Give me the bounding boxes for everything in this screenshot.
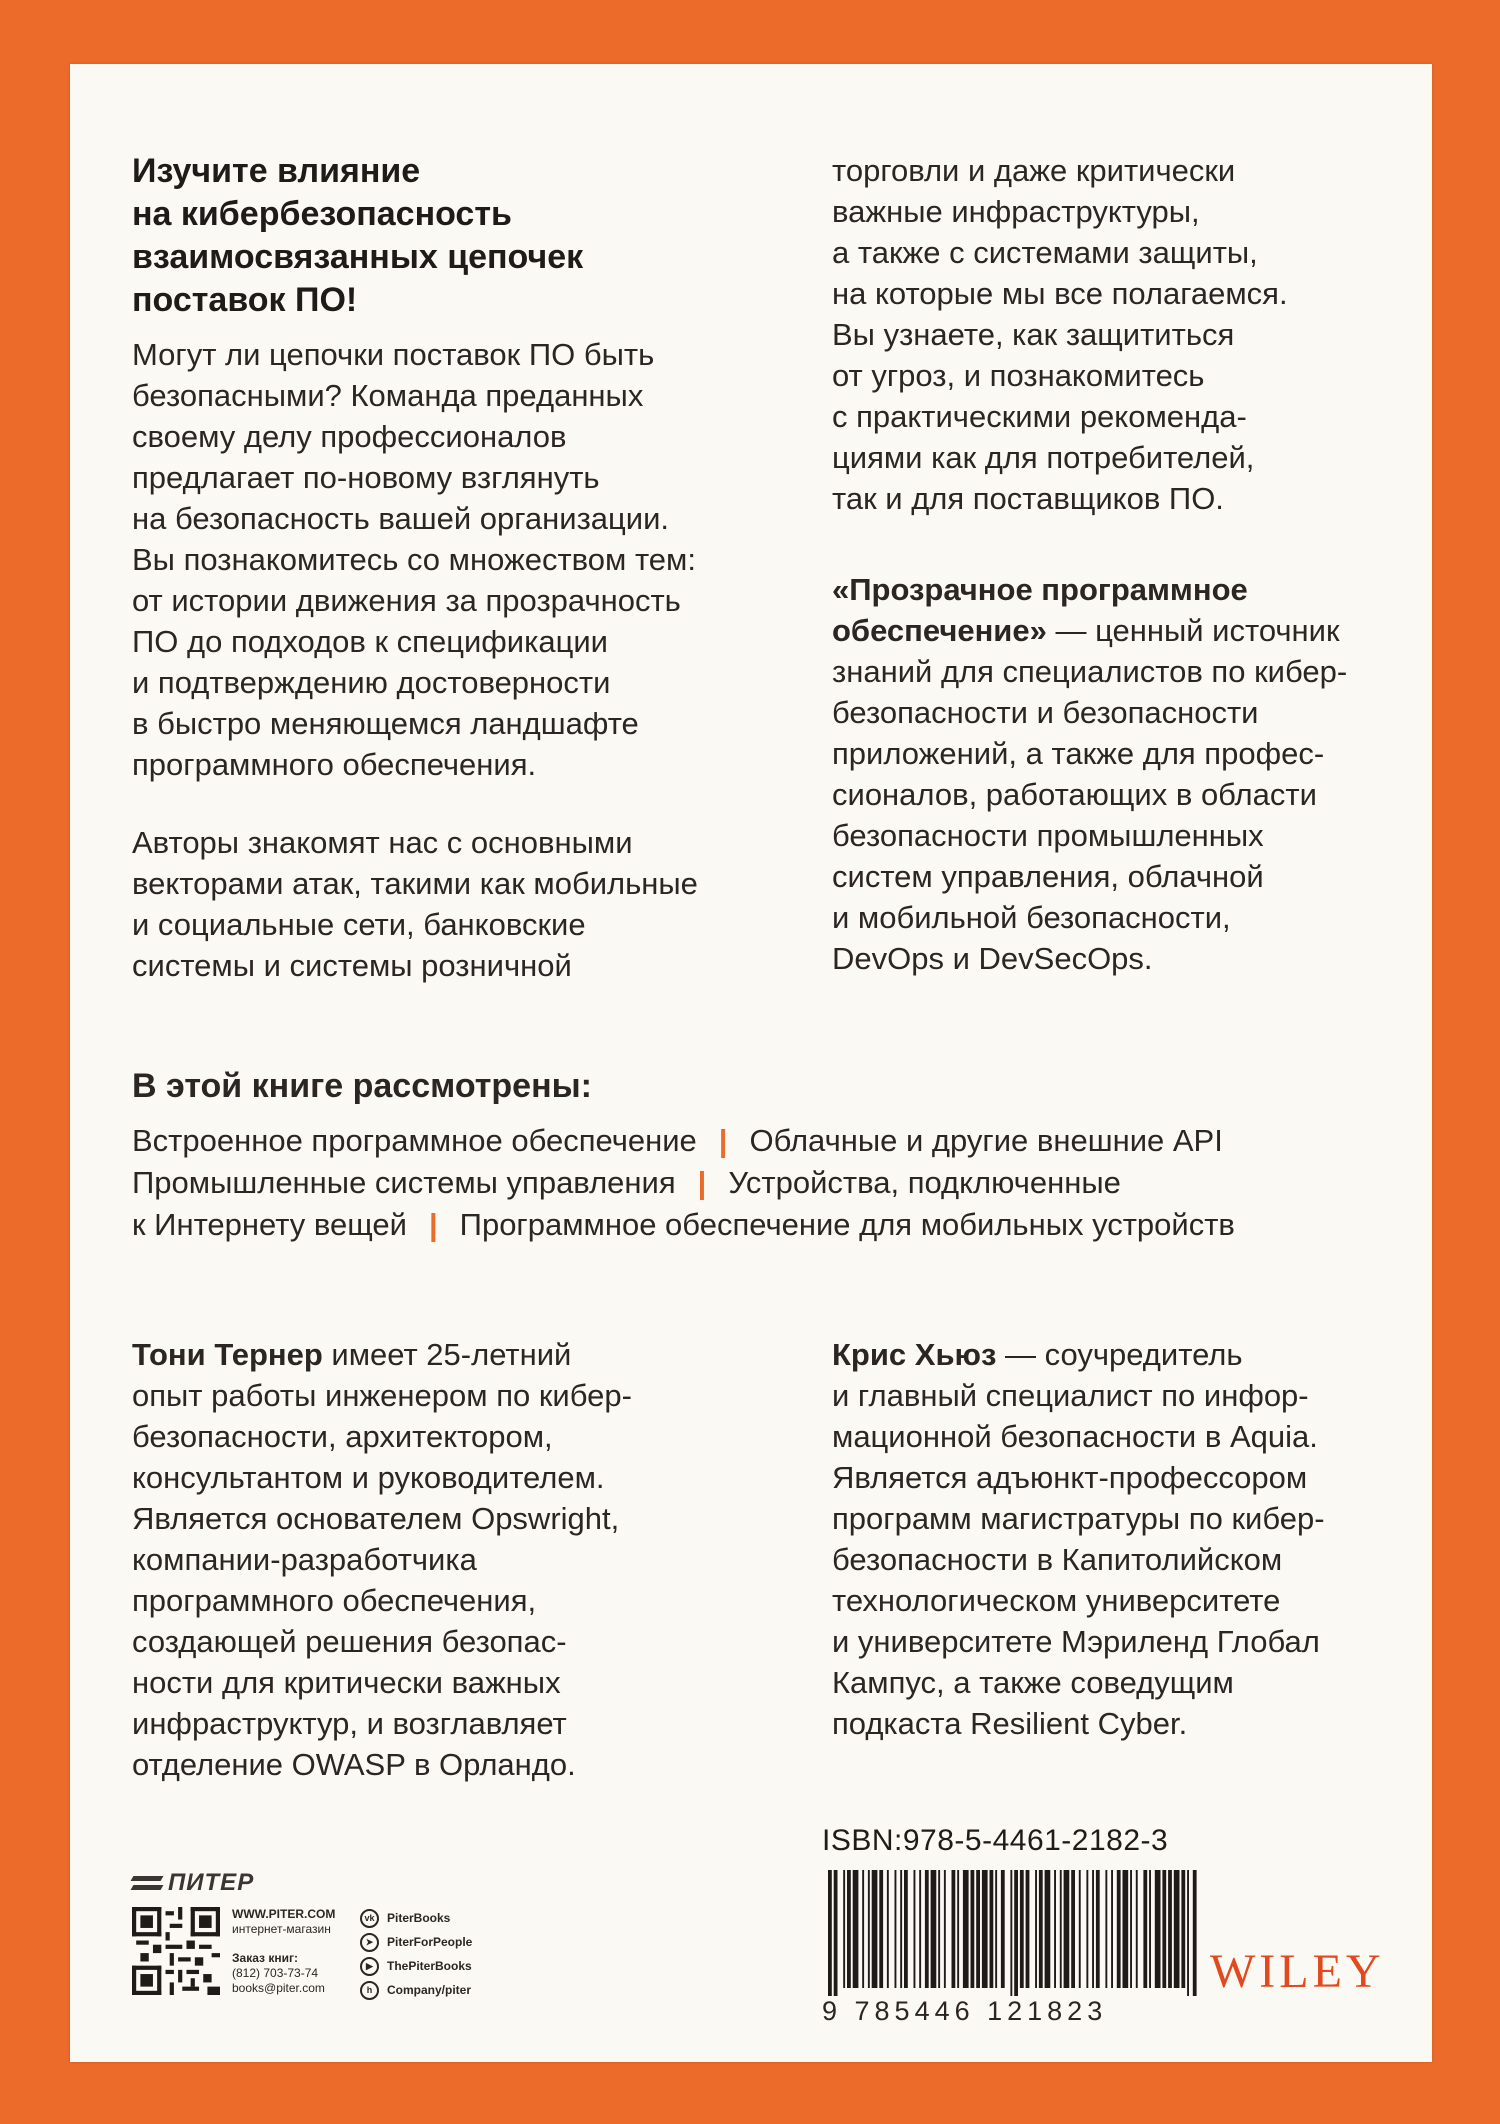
- text-line: программ магистратуры по кибер-: [832, 1501, 1325, 1536]
- barcode-bar: [976, 1870, 980, 1988]
- barcode-bar: [952, 1870, 956, 1988]
- description-paragraph-2: [132, 822, 772, 986]
- order-email[interactable]: books@piter.com: [232, 1981, 325, 1995]
- barcode-bar: [944, 1870, 946, 1988]
- telegram-icon: ➤: [360, 1933, 379, 1952]
- author-name: Тони Тернер: [132, 1337, 323, 1372]
- text-line: циями как для потребителей,: [832, 440, 1255, 475]
- text-line: системы и системы розничной: [132, 948, 572, 983]
- text-line: технологическом университете: [832, 1583, 1281, 1618]
- barcode-bar: [1020, 1870, 1024, 1988]
- social-links: [360, 1906, 472, 2002]
- piter-logo-icon: [132, 1873, 162, 1893]
- social-label: ThePiterBooks: [387, 1959, 472, 1973]
- text-line: и университете Мэриленд Глобал: [832, 1624, 1320, 1659]
- social-label: PiterForPeople: [387, 1935, 473, 1949]
- text-line: инфраструктур, и возглавляет: [132, 1706, 567, 1741]
- social-label: PiterBooks: [387, 1911, 451, 1925]
- topic-separator: |: [697, 1165, 707, 1200]
- text-line: безопасности и безопасности: [832, 695, 1259, 730]
- text-line: ности для критически важных: [132, 1665, 561, 1700]
- headline-line: взаимосвязанных цепочек: [132, 238, 584, 276]
- topic-item: Облачные и другие внешние API: [749, 1123, 1223, 1158]
- topics-line: [132, 1162, 1392, 1204]
- barcode-bar: [995, 1870, 997, 1988]
- barcode-bar: [834, 1870, 838, 1996]
- text-line: безопасности промышленных: [832, 818, 1264, 853]
- shop-caption: интернет-магазин: [232, 1922, 331, 1936]
- author-name: Крис Хьюз: [832, 1337, 997, 1372]
- text-line: [832, 610, 1412, 651]
- headline-line: на кибербезопасность: [132, 195, 512, 233]
- topic-item: к Интернету вещей: [132, 1207, 407, 1242]
- barcode-bar: [1162, 1870, 1166, 1988]
- barcode-bar: [853, 1870, 859, 1988]
- barcode-bar: [1086, 1870, 1088, 1988]
- publisher-logo: [132, 1869, 254, 1897]
- headline-line: поставок ПО!: [132, 281, 358, 319]
- text-line: Является основателем Opswright,: [132, 1501, 620, 1536]
- text-line: Вы узнаете, как защититься: [832, 317, 1235, 352]
- barcode-bar: [1174, 1870, 1180, 1988]
- text-line: важные инфраструктуры,: [832, 194, 1200, 229]
- text-line: с практическими рекоменда-: [832, 399, 1247, 434]
- barcode-bar: [1181, 1870, 1185, 1988]
- barcode-bar: [904, 1870, 908, 1988]
- text-line: ПО до подходов к спецификации: [132, 624, 608, 659]
- barcode-bar: [862, 1870, 864, 1988]
- barcode-bar: [868, 1870, 870, 1988]
- barcode-bar: [1136, 1870, 1138, 1988]
- barcode-bar: [1014, 1870, 1018, 1996]
- barcode-bar: [879, 1870, 883, 1988]
- barcode-bar: [895, 1870, 897, 1988]
- barcode-bar: [957, 1870, 959, 1988]
- barcode-bar: [1111, 1870, 1113, 1988]
- shop-contacts: [232, 1907, 335, 1996]
- topics-list: [132, 1120, 1392, 1246]
- barcode-bar: [1035, 1870, 1037, 1988]
- text-line: а также с системами защиты,: [832, 235, 1258, 270]
- text-line: и мобильной безопасности,: [832, 900, 1231, 935]
- text-line: и главный специалист по инфор-: [832, 1378, 1309, 1413]
- text-line: [132, 1334, 752, 1375]
- publisher-logo-text: ПИТЕР: [168, 1869, 255, 1896]
- author-bio-turner: [132, 1334, 752, 1785]
- text-line: своему делу профессионалов: [132, 419, 567, 454]
- wiley-logo: WILEY: [1210, 1945, 1385, 1998]
- barcode-bar: [1026, 1870, 1030, 1988]
- text-line: компании-разработчика: [132, 1542, 477, 1577]
- text-line: приложений, а также для профес-: [832, 736, 1325, 771]
- text-line: опыт работы инженером по кибер-: [132, 1378, 632, 1413]
- barcode-bar: [1130, 1870, 1132, 1988]
- text-line: Могут ли цепочки поставок ПО быть: [132, 337, 655, 372]
- barcode-bar: [1105, 1870, 1107, 1988]
- barcode-bar: [919, 1870, 921, 1988]
- barcode-bar: [1092, 1870, 1094, 1988]
- isbn-label: ISBN:978-5-4461-2182-3: [822, 1824, 1169, 1857]
- barcode-bar: [938, 1870, 940, 1988]
- description-paragraph-3: [832, 150, 1392, 519]
- headline-line: Изучите влияние: [132, 152, 421, 190]
- book-title-quote-end: обеспечение»: [832, 613, 1047, 648]
- text-line: от угроз, и познакомитесь: [832, 358, 1205, 393]
- text-line: отделение OWASP в Орландо.: [132, 1747, 576, 1782]
- text-fragment: — ценный источник: [1046, 613, 1340, 648]
- text-line: безопасными? Команда преданных: [132, 378, 644, 413]
- text-line: векторами атак, такими как мобильные: [132, 866, 698, 901]
- text-line: создающей решения безопас-: [132, 1624, 567, 1659]
- topic-item: Устройства, подключенные: [728, 1165, 1121, 1200]
- topic-separator: |: [428, 1207, 438, 1242]
- barcode-icon: [822, 1870, 1202, 1996]
- text-line: на которые мы все полагаемся.: [832, 276, 1288, 311]
- barcode-bar: [872, 1870, 878, 1988]
- author-bio-hughes: [832, 1334, 1412, 1744]
- topic-separator: |: [718, 1123, 728, 1158]
- topic-item: Программное обеспечение для мобильных устройств: [459, 1207, 1235, 1242]
- barcode-bar: [1143, 1870, 1147, 1988]
- text-line: программного обеспечения,: [132, 1583, 537, 1618]
- barcode-bar: [914, 1870, 916, 1988]
- vk-icon: vk: [360, 1909, 379, 1928]
- social-link-youtube[interactable]: [360, 1954, 472, 1978]
- text-line: систем управления, облачной: [832, 859, 1264, 894]
- text-line: и подтверждению достоверности: [132, 665, 611, 700]
- barcode-bar: [1117, 1870, 1121, 1988]
- back-cover: [70, 64, 1432, 2062]
- social-link-telegram[interactable]: [360, 1930, 472, 1954]
- book-title-quote: «Прозрачное программное: [832, 572, 1248, 607]
- shop-url[interactable]: WWW.PITER.COM: [232, 1907, 336, 1921]
- social-link-vk[interactable]: [360, 1906, 472, 1930]
- text-line: сионалов, работающих в области: [832, 777, 1317, 812]
- barcode-bar: [1045, 1870, 1051, 1988]
- barcode-bar: [828, 1870, 832, 1996]
- barcode-bar: [887, 1870, 889, 1988]
- topic-item: Встроенное программное обеспечение: [132, 1123, 697, 1158]
- barcode-bar: [1149, 1870, 1151, 1988]
- barcode-bar: [1071, 1870, 1075, 1988]
- barcode-bar: [963, 1870, 969, 1988]
- text-line: торговли и даже критически: [832, 153, 1236, 188]
- text-line: программного обеспечения.: [132, 747, 537, 782]
- barcode-bar: [1064, 1870, 1070, 1988]
- text-line: на безопасность вашей организации.: [132, 501, 670, 536]
- barcode-bar: [931, 1870, 937, 1988]
- barcode-bar: [971, 1870, 975, 1988]
- barcode-bar: [1096, 1870, 1100, 1988]
- text-line: Авторы знакомят нас с основными: [132, 825, 633, 860]
- topics-line: [132, 1120, 1392, 1162]
- barcode-bar: [900, 1870, 902, 1988]
- text-fragment: — соучредитель: [996, 1337, 1243, 1372]
- barcode-bar: [1001, 1870, 1005, 1988]
- barcode-bar: [982, 1870, 988, 1988]
- topics-heading: В этой книге рассмотрены:: [132, 1067, 592, 1105]
- headline-block: [132, 150, 752, 322]
- text-line: безопасности, архитектором,: [132, 1419, 553, 1454]
- text-line: Является адъюнкт-профессором: [832, 1460, 1308, 1495]
- barcode-bar: [990, 1870, 994, 1988]
- topic-item: Промышленные системы управления: [132, 1165, 676, 1200]
- barcode-bar: [1010, 1870, 1012, 1996]
- text-line: Кампус, а также соведущим: [832, 1665, 1234, 1700]
- social-link-headhunter[interactable]: [360, 1978, 472, 2002]
- text-line: и социальные сети, банковские: [132, 907, 586, 942]
- text-line: безопасности в Капитолийском: [832, 1542, 1283, 1577]
- text-line: предлагает по-новому взглянуть: [132, 460, 600, 495]
- barcode-bar: [1054, 1870, 1056, 1988]
- order-label: Заказ книг:: [232, 1951, 298, 1965]
- text-line: так и для поставщиков ПО.: [832, 481, 1224, 516]
- qr-code-icon: [132, 1907, 220, 1995]
- social-label: Company/piter: [387, 1983, 472, 1997]
- barcode-bar: [843, 1870, 845, 1988]
- barcode-bar: [1193, 1870, 1197, 1996]
- book-value-paragraph: [832, 569, 1412, 979]
- text-line: DevOps и DevSecOps.: [832, 941, 1153, 976]
- order-phone: (812) 703-73-74: [232, 1966, 319, 1980]
- barcode-bar: [1079, 1870, 1081, 1988]
- text-line: знаний для специалистов по кибер-: [832, 654, 1348, 689]
- text-line: от истории движения за прозрачность: [132, 583, 681, 618]
- barcode-bar: [1060, 1870, 1062, 1988]
- text-line: мационной безопасности в Aquia.: [832, 1419, 1318, 1454]
- barcode-bar: [1123, 1870, 1129, 1988]
- text-line: [832, 1334, 1412, 1375]
- text-line: консультантом и руководителем.: [132, 1460, 605, 1495]
- barcode-bar: [1039, 1870, 1043, 1988]
- text-line: в быстро меняющемся ландшафте: [132, 706, 639, 741]
- text-line: подкаста Resilient Cyber.: [832, 1706, 1188, 1741]
- text-line: Вы познакомитесь со множеством тем:: [132, 542, 696, 577]
- topics-line: [132, 1204, 1392, 1246]
- barcode-bar: [1168, 1870, 1172, 1988]
- youtube-icon: ▶: [360, 1957, 379, 1976]
- barcode-digits: 9 785446 121823: [822, 1996, 1108, 2026]
- barcode-bar: [1155, 1870, 1161, 1988]
- barcode-bar: [1187, 1870, 1189, 1996]
- description-paragraph-1: [132, 334, 772, 785]
- barcode-bar: [925, 1870, 929, 1988]
- barcode-bar: [847, 1870, 851, 1988]
- text-fragment: имеет 25-летний: [322, 1337, 572, 1372]
- headhunter-icon: h: [360, 1981, 379, 2000]
